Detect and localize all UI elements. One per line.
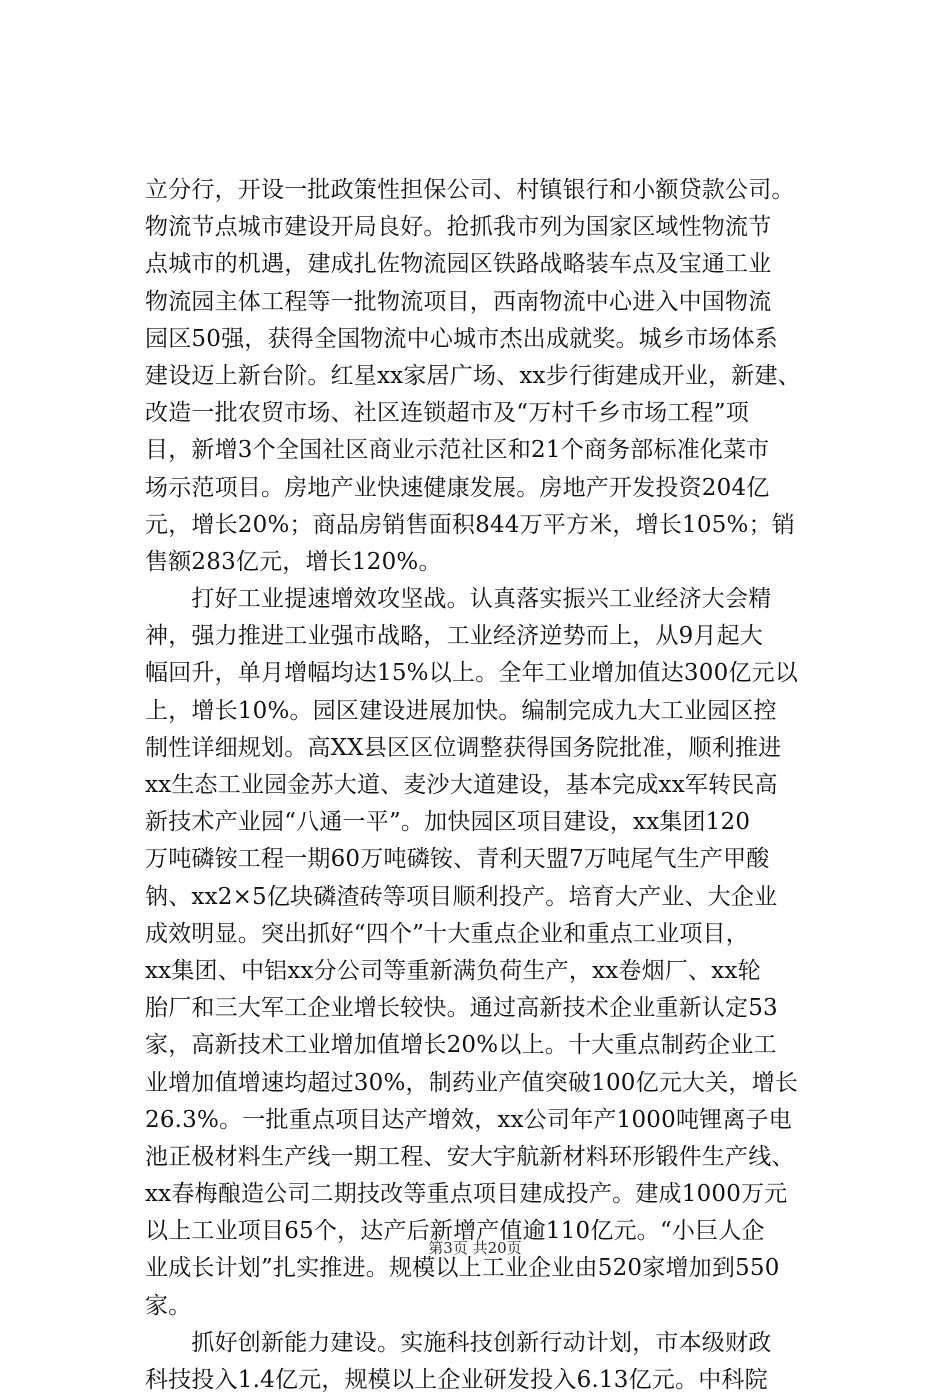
text-line-8: 目，新增3个全国社区商业示范社区和21个商务部标准化菜市 <box>145 437 770 464</box>
text-line-29: 以上工业项目65个，达产后新增产值逾110亿元。“小巨人企 <box>145 1218 765 1245</box>
text-line-10: 元，增长20%；商品房销售面积844万平方米，增长105%；销 <box>145 511 795 538</box>
text-line-27: 池正极材料生产线一期工程、安大宇航新材料环形锻件生产线、 <box>145 1143 795 1170</box>
text-line-13: 神，强力推进工业强市战略，工业经济逆势而上，从9月起大 <box>145 623 764 650</box>
text-line-19: 万吨磷铵工程一期60万吨磷铵、青利天盟7万吨尾气生产甲酸 <box>145 846 770 873</box>
text-line-28: xx春梅酿造公司二期技改等重点项目建成投产。建成1000万元 <box>145 1181 788 1208</box>
text-line-26: 26.3%。一批重点项目达产增效，xx公司年产1000吨锂离子电 <box>145 1106 792 1133</box>
text-line-6: 建设迈上新台阶。红星xx家居广场、xx步行街建成开业，新建、 <box>145 362 801 389</box>
text-line-24: 家，高新技术工业增加值增长20%以上。十大重点制药企业工 <box>145 1032 777 1059</box>
text-line-30: 业成长计划”扎实推进。规模以上工业企业由520家增加到550 <box>145 1255 780 1282</box>
text-line-5: 园区50强，获得全国物流中心城市杰出成就奖。城乡市场体系 <box>145 325 778 352</box>
text-line-17: xx生态工业园金苏大道、麦沙大道建设，基本完成xx军转民高 <box>145 772 778 798</box>
text-line-32: 抓好创新能力建设。实施科技创新行动计划，市本级财政 <box>145 1329 772 1356</box>
text-line-9: 场示范项目。房地产业快速健康发展。房地产开发投资204亿 <box>145 474 770 501</box>
text-line-21: 成效明显。突出抓好“四个”十大重点企业和重点工业项目， <box>145 920 749 947</box>
text-line-4: 物流园主体工程等一批物流项目，西南物流中心进入中国物流 <box>145 288 772 315</box>
text-line-31: 家。 <box>145 1292 192 1319</box>
text-line-15: 上，增长10%。园区建设进展加快。编制完成九大工业园区控 <box>145 697 777 724</box>
text-line-20: 钠、xx2×5亿块磷渣砖等项目顺利投产。培育大产业、大企业 <box>145 883 778 910</box>
page-footer: 第3页 共20页 <box>428 1239 522 1257</box>
text-line-3: 点城市的机遇，建成扎佐物流园区铁路战略装车点及宝通工业 <box>145 251 772 278</box>
text-line-1: 立分行，开设一批政策性担保公司、村镇银行和小额贷款公司。 <box>145 177 795 203</box>
text-line-23: 胎厂和三大军工企业增长较快。通过高新技术企业重新认定53 <box>145 995 778 1022</box>
text-line-12: 打好工业提速增效攻坚战。认真落实振兴工业经济大会精 <box>145 586 772 613</box>
text-line-11: 售额283亿元，增长120%。 <box>145 548 442 575</box>
text-line-14: 幅回升，单月增幅均达15%以上。全年工业增加值达300亿元以 <box>145 660 799 687</box>
text-line-18: 新技术产业园“八通一平”。加快园区项目建设，xx集团120 <box>145 809 751 836</box>
text-line-2: 物流节点城市建设开局良好。抢抓我市列为国家区域性物流节 <box>145 214 772 241</box>
body-text <box>145 172 835 1399</box>
text-line-22: xx集团、中铝xx分公司等重新满负荷生产，xx卷烟厂、xx轮 <box>145 957 761 984</box>
text-line-7: 改造一批农贸市场、社区连锁超市及“万村千乡市场工程”项 <box>145 400 749 427</box>
text-line-33: 科技投入1.4亿元，规模以上企业研发投入6.13亿元。中科院 <box>145 1367 768 1393</box>
text-line-16: 制性详细规划。高XX县区区位调整获得国务院批准，顺利推进 <box>145 734 782 761</box>
text-line-25: 业增加值增速均超过30%，制药业产值突破100亿元大关，增长 <box>145 1069 799 1096</box>
